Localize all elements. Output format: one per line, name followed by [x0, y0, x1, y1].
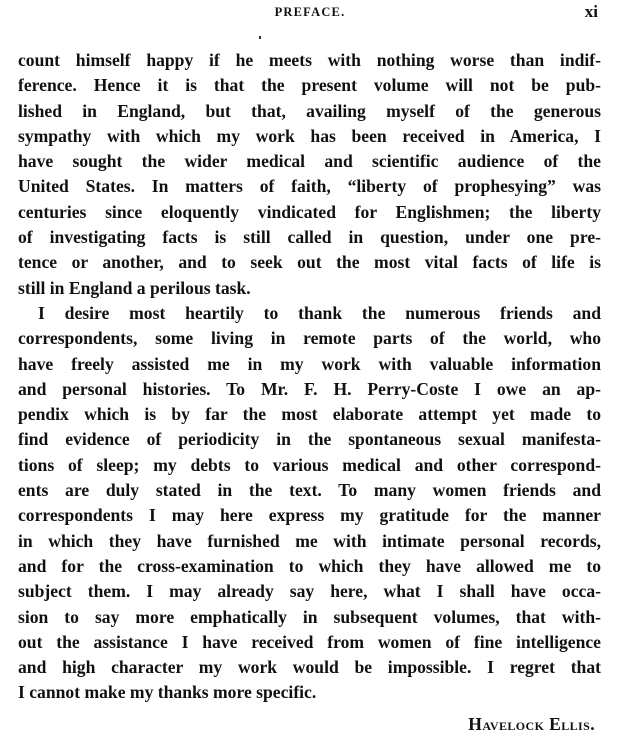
text-line: ents are duly stated in the text. To many women friends and: [18, 480, 601, 501]
text-line: pendix which is by far the most elaborate attempt yet made to: [18, 404, 601, 425]
text-line: find evidence of periodicity in the spontaneous sexual manifesta-: [18, 429, 601, 450]
text-line: subject them. I may already say here, what I shall have occa-: [18, 581, 601, 602]
text-line: centuries since eloquently vindicated for Englishmen; the liberty: [18, 201, 601, 222]
text-line: sion to say more emphatically in subsequent volumes, that with-: [18, 606, 601, 627]
text-line: tence or another, and to seek out the most vital facts of life is: [18, 252, 601, 273]
text-line: lished in England, but that, availing myself of the generous: [18, 100, 601, 121]
paragraph-1: [18, 48, 601, 301]
text-line: of investigating facts is still called in question, under one pre-: [18, 227, 601, 248]
text-line: and personal histories. To Mr. F. H. Perry-Coste I owe an ap-: [18, 378, 601, 399]
text-line: and for the cross-examination to which they have allowed me to: [18, 555, 601, 576]
text-line: in which they have furnished me with intimate personal records,: [18, 530, 601, 551]
text-line: I desire most heartily to thank the numerous friends and: [38, 302, 601, 323]
text-line: and high character my work would be impossible. I regret that: [18, 657, 601, 678]
text-line: tions of sleep; my debts to various medical and other correspond-: [18, 454, 601, 475]
text-line: I cannot make my thanks more specific.: [18, 682, 317, 703]
text-line: correspondents, some living in remote parts of the world, who: [18, 328, 601, 349]
text-line: correspondents I may here express my gratitude for the manner: [18, 505, 601, 526]
text-line: sympathy with which my work has been received in America, I: [18, 125, 601, 146]
text-line: count himself happy if he meets with nothing worse than indif-: [18, 50, 601, 70]
text-line: ference. Hence it is that the present volume will not be pub-: [18, 75, 601, 96]
text-line: have sought the wider medical and scientific audience of the: [18, 151, 601, 172]
author-signature: Havelock Ellis.: [468, 714, 595, 734]
text-line: have freely assisted me in my work with valuable information: [18, 353, 601, 374]
print-speck: [259, 36, 261, 39]
text-line: out the assistance I have received from women of fine intelligence: [18, 631, 601, 652]
text-line: still in England a perilous task.: [18, 277, 251, 298]
text-line: United States. In matters of faith, “liberty of prophesying” was: [18, 176, 601, 197]
paragraph-2: [18, 301, 601, 706]
body-text: [18, 48, 601, 706]
running-title: PREFACE.: [274, 5, 346, 19]
page-number: xi: [584, 2, 598, 21]
